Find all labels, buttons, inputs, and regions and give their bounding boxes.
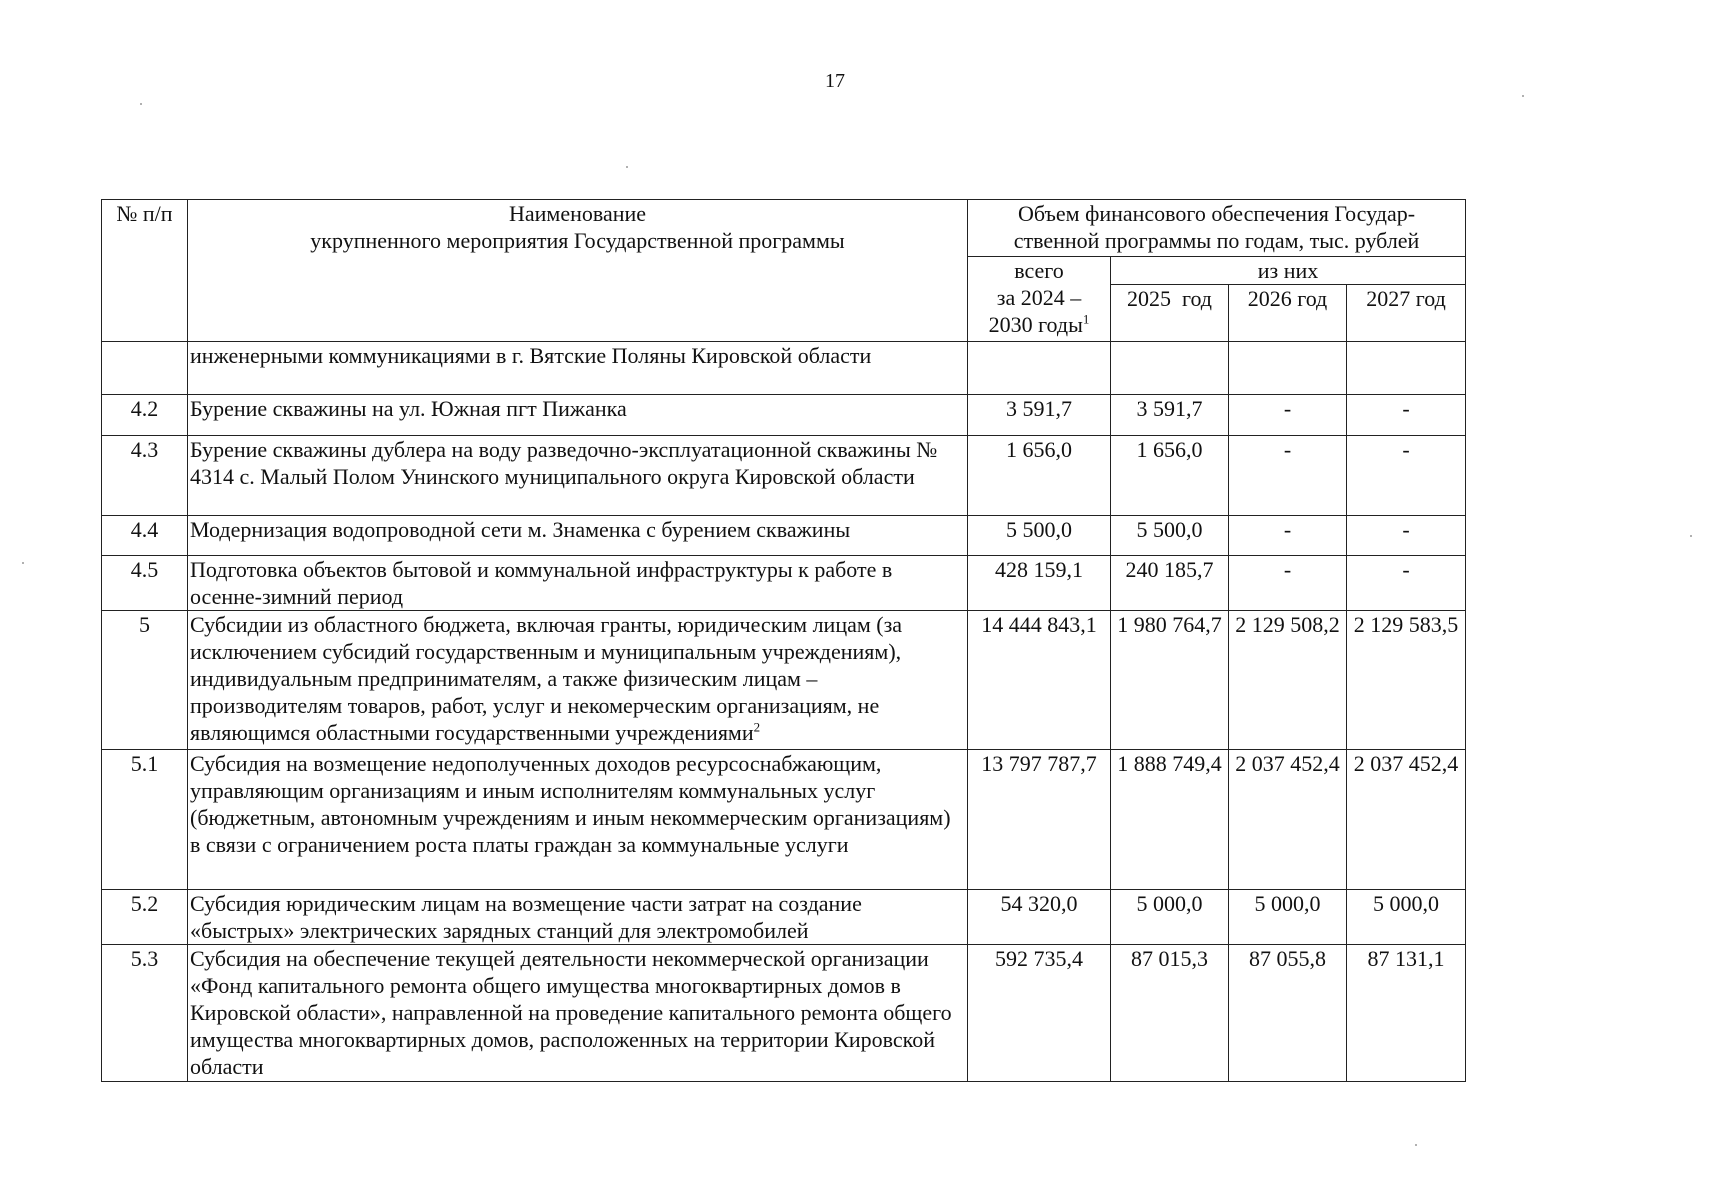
row-2027: - [1347,516,1466,556]
row-total: 1 656,0 [968,436,1111,516]
scan-speck [22,562,24,564]
header-year-2025: 2025 год [1111,285,1229,342]
row-2026: 2 129 508,2 [1229,611,1347,750]
row-2025: 5 500,0 [1111,516,1229,556]
scan-speck [140,103,142,105]
row-name: Субсидия на обеспечение текущей деятельности некоммерческой организации «Фонд капитального ремонта общего имущества многоквартирных домов в Кировской области», направленной на проведение капитального ремонта общего имущества многоквартирных домов, расположенных на территории Кировской области [188,945,968,1082]
row-2025: 87 015,3 [1111,945,1229,1082]
header-volume-line2: ственной программы по годам, тыс. рублей [1013,228,1420,253]
row-total: 428 159,1 [968,556,1111,611]
table-row [102,611,1466,750]
row-num: 4.3 [102,436,188,516]
row-num: 4.5 [102,556,188,611]
header-col-name [188,200,968,342]
table-row [102,890,1466,945]
scan-speck [1690,535,1692,537]
header-num-text: № п/п [116,201,173,226]
row-2027 [1347,342,1466,395]
row-2027: 2 037 452,4 [1347,750,1466,890]
row-2026: 87 055,8 [1229,945,1347,1082]
table-row [102,750,1466,890]
row-total [968,342,1111,395]
row-2027: - [1347,395,1466,436]
row-2026: - [1229,395,1347,436]
row-2026: - [1229,516,1347,556]
row-name-cell [188,611,968,750]
row-2025: 5 000,0 [1111,890,1229,945]
scan-speck [1522,95,1524,97]
table-row [102,436,1466,516]
row-total: 592 735,4 [968,945,1111,1082]
header-name-line2: укрупненного мероприятия Государственной программы [310,228,845,253]
row-total: 3 591,7 [968,395,1111,436]
row-2026: 5 000,0 [1229,890,1347,945]
row-name: Субсидия на возмещение недополученных доходов ресурсоснабжающим, управляющим организациям и иным исполнителям коммунальных услуг (бюджетным, автономным учреждениям и иным некоммерческим организациям) в связи с ограничением роста платы граждан за коммунальные услуги [188,750,968,890]
row-num: 5.2 [102,890,188,945]
row-2025: 1 656,0 [1111,436,1229,516]
table-row [102,516,1466,556]
row-num: 4.2 [102,395,188,436]
header-col-num [102,200,188,342]
header-col-volume [968,200,1466,257]
footnote-2: 2 [753,719,761,735]
funding-table [101,199,1466,1082]
row-2027: 5 000,0 [1347,890,1466,945]
header-volume-line1: Объем финансового обеспечения Государ- [1017,201,1416,226]
row-2027: - [1347,556,1466,611]
row-2026: - [1229,556,1347,611]
row-num: 4.4 [102,516,188,556]
header-total-line1: всего [1014,258,1064,283]
row-2027: 2 129 583,5 [1347,611,1466,750]
scan-speck [1415,1144,1417,1146]
header-name-line1: Наименование [508,201,647,226]
row-2027: - [1347,436,1466,516]
header-total-years: 2030 годы [988,312,1083,337]
table-row [102,395,1466,436]
page-number: 17 [825,70,845,92]
row-num: 5.1 [102,750,188,890]
row-total: 13 797 787,7 [968,750,1111,890]
row-2026 [1229,342,1347,395]
table-row [102,342,1466,395]
scan-speck [626,166,628,168]
row-num [102,342,188,395]
row-total: 5 500,0 [968,516,1111,556]
header-total-line3 [970,311,1108,338]
row-name: Модернизация водопроводной сети м. Знаменка с бурением скважины [188,516,968,556]
table-row [102,556,1466,611]
footnote-1: 1 [1082,311,1090,327]
row-2025: 1 888 749,4 [1111,750,1229,890]
header-year-2027: 2027 год [1347,285,1466,342]
table-row [102,945,1466,1082]
row-2026: - [1229,436,1347,516]
row-name: Подготовка объектов бытовой и коммунальной инфраструктуры к работе в осенне-зимний период [188,556,968,611]
row-num: 5.3 [102,945,188,1082]
header-of-them: из них [1111,257,1466,285]
row-2025: 1 980 764,7 [1111,611,1229,750]
row-name: Бурение скважины на ул. Южная пгт Пижанка [188,395,968,436]
row-2026: 2 037 452,4 [1229,750,1347,890]
row-2025 [1111,342,1229,395]
row-name: Бурение скважины дублера на воду разведочно-эксплуатационной скважины № 4314 с. Малый Полом Унинского муниципального округа Кировской области [188,436,968,516]
header-year-2026: 2026 год [1229,285,1347,342]
row-name: Субсидии из областного бюджета, включая гранты, юридическим лицам (за исключением субсидий государственным и муниципальным учреждениям), индивидуальным предпринимателям, а также физическим лицам – производителям товаров, работ, услуг и некомерческим организациям, не являющимся областными государственными учреждениями [190,612,903,745]
row-num: 5 [102,611,188,750]
row-2025: 240 185,7 [1111,556,1229,611]
row-2025: 3 591,7 [1111,395,1229,436]
header-col-total [968,257,1111,342]
row-total: 14 444 843,1 [968,611,1111,750]
row-total: 54 320,0 [968,890,1111,945]
row-name: инженерными коммуникациями в г. Вятские Поляны Кировской области [188,342,968,395]
row-2027: 87 131,1 [1347,945,1466,1082]
header-total-line2: за 2024 – [996,285,1082,310]
row-name: Субсидия юридическим лицам на возмещение части затрат на создание «быстрых» электрических зарядных станций для электромобилей [188,890,968,945]
